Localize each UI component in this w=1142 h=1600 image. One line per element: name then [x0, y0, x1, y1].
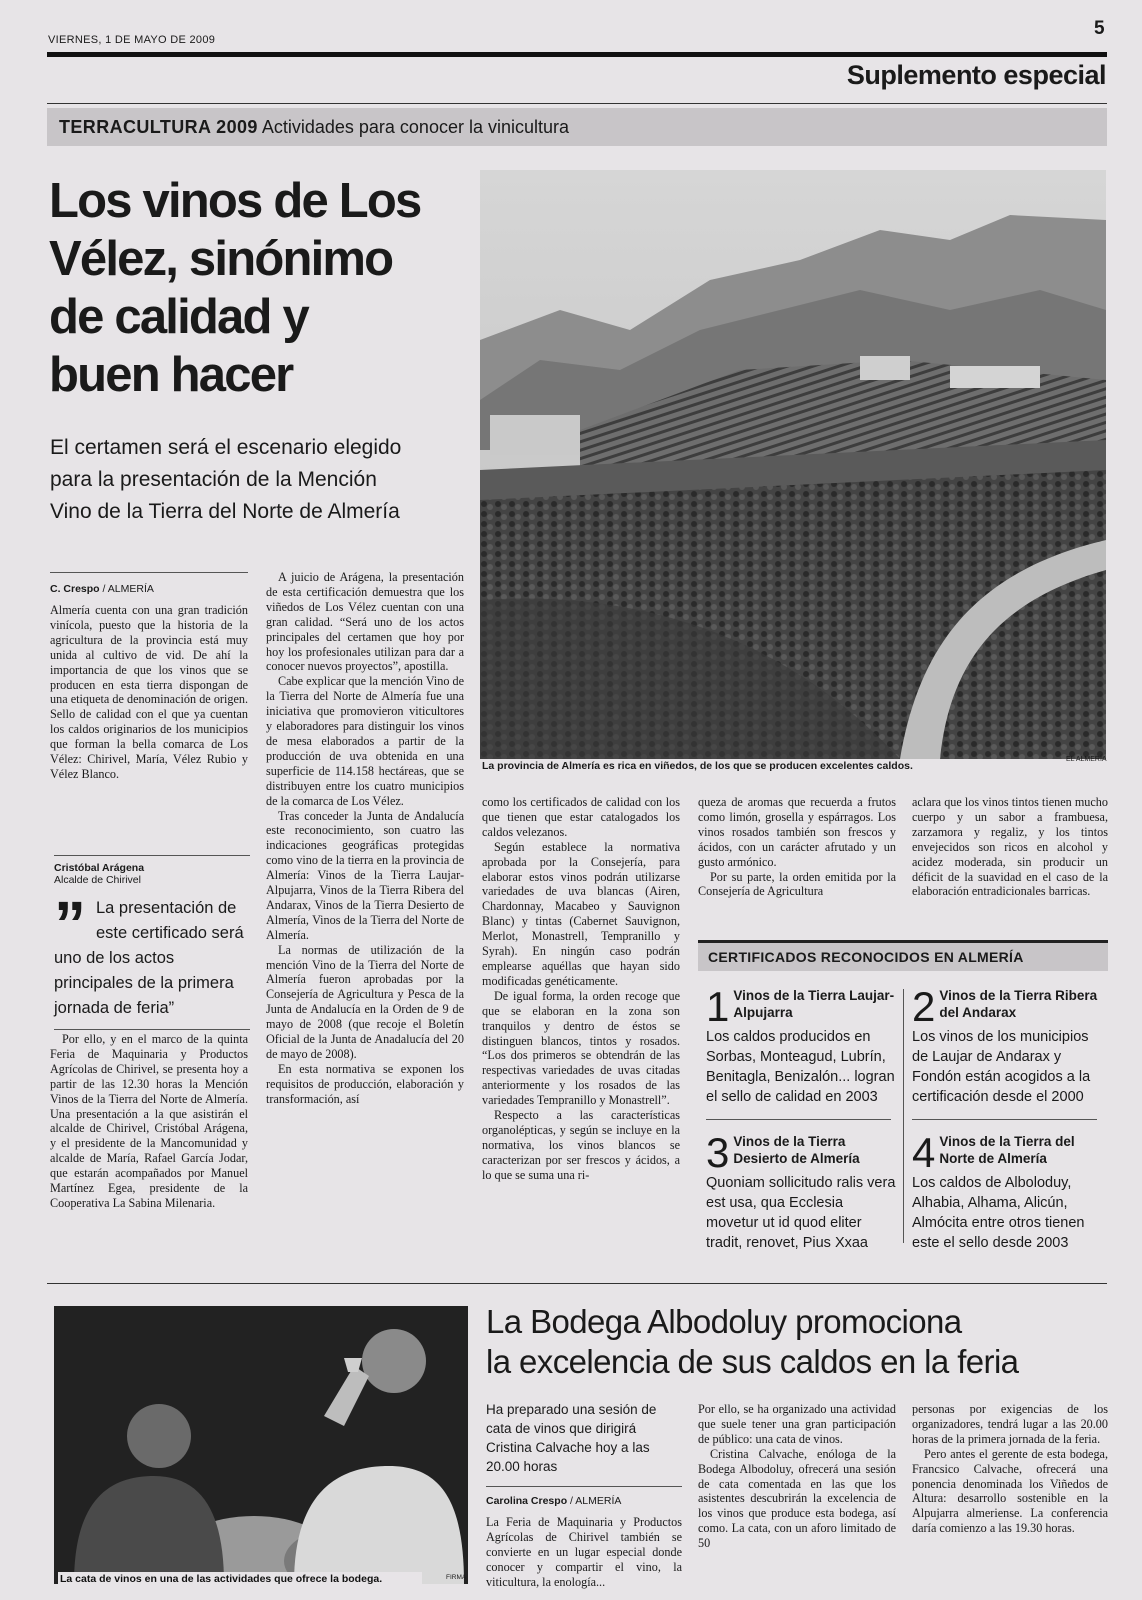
- section-bar: [47, 108, 1107, 146]
- column-text: [486, 1515, 682, 1590]
- quote-rule: [54, 855, 250, 856]
- page-number: 5: [1094, 18, 1105, 39]
- paragraph: En esta normativa se exponen los requisitos de producción, elaboración y transformación, así: [266, 1061, 464, 1106]
- second-article-column-3: [912, 1402, 1108, 1536]
- paragraph: La Feria de Maquinaria y Productos Agrícolas de Chirivel también se convierte en un lugar especial donde conocer y compartir el vino, la viticultura, la enología...: [486, 1515, 682, 1589]
- certificate-title: Vinos de la Tierra Laujar-Alpujarra: [733, 988, 895, 1020]
- paragraph: Por ello, se ha organizado una actividad que suele tener una gran participación de público: una cata de vinos.: [698, 1402, 896, 1446]
- byline-rule: [486, 1486, 682, 1487]
- article-column-5: [912, 795, 1108, 899]
- paragraph: Pero antes el gerente de esta bodega, Francsico Calvache, ofrecerá una ponencia denominada los Viñedos de Altura: desarrollo sostenible en la Alpujarra almeriense. La conferencia daría comienzo a las 19.30 horas.: [912, 1446, 1108, 1536]
- certificate-title: Vinos de la Tierra Desierto de Almería: [733, 1134, 860, 1166]
- column-text: [50, 603, 248, 782]
- certificates-divider: [903, 989, 904, 1243]
- pull-quote: [54, 855, 250, 1030]
- headline-line: Los vinos de Los: [49, 174, 421, 228]
- paragraph: aclara que los vinos tintos tienen mucho cuerpo y un sabor a frambuesa, zarzamora y regaliz, y los tintos envejecidos son ricos en alcohol y acidez moderada, sin producir un déficit de la suavidad en el caso de la elaboración entradicionales barricas.: [912, 795, 1108, 899]
- certificate-title: Vinos de la Tierra del Norte de Almería: [939, 1134, 1075, 1166]
- vineyard-illustration: [480, 170, 1106, 759]
- certificate-text: Los vinos de los municipios de Laujar de Andarax y Fondón están acogidos a la certificación desde el 2000: [912, 1029, 1091, 1105]
- certificates-box: [698, 940, 1108, 1251]
- headline-line: La Bodega Albodoluy promociona: [486, 1303, 962, 1340]
- headline-line: Vélez, sinónimo: [49, 232, 393, 286]
- certificate-item: [706, 983, 896, 1107]
- paragraph: Tras conceder la Junta de Andalucía este reconocimiento, son cuatro las indicaciones geográficas protegidas como vino de la tierra en la provincia de Almería: Vinos de la Tierra Laujar-Alpujarra, Vinos de la Tierra Ribera del Andarax, Vinos de la Tierra Desierto de Almería, Vinos de la Tierra del Norte de Almería.: [266, 808, 464, 942]
- second-headline: [486, 1302, 1106, 1382]
- paragraph: A juicio de Arágena, la presentación de esta certificación demuestra que los viñedos de Los Vélez cuentan con una gran calidad. “Será uno de los actos principales del certamen que hoy por hoy los profesionales utilizan para dar a conocer nuevos proyectos”, apostilla.: [266, 570, 464, 674]
- photo2-credit: FIRMA: [446, 1574, 467, 1581]
- certificates-divider: [912, 1119, 1097, 1120]
- certificate-text: Los caldos de Alboloduy, Alhabia, Alhama, Alicún, Almócita entre otros tienen este el sello desde 2003: [912, 1175, 1085, 1251]
- paragraph: Almería cuenta con una gran tradición vinícola, puesto que la historia de la agricultura de la provincia está muy unida al cultivo de vid. De ahí la importancia de que los vinos que se producen en esta tierra dispongan de una etiqueta de denominación de origen. Sello de calidad con el que ya cuentan los caldos originarios de los municipios que forman la bella comarca de Los Vélez: Chirivel, María, Vélez Rubio y Vélez Blanco.: [50, 603, 248, 781]
- certificate-number: 3: [706, 1129, 730, 1176]
- paragraph: La normas de utilización de la mención Vino de la Tierra del Norte de Almería fueron aprobadas por la Consejería de Agricultura y Pesca de la Junta de Andalucía en la Orden de 9 de mayo de 2008 (que recoje el Boletín Oficial de la Junta de Anadalucía del 20 de mayo de 2008).: [266, 942, 464, 1061]
- certificate-number: 1: [706, 983, 730, 1030]
- second-article-column-2: [698, 1402, 896, 1551]
- paragraph: Respecto a las características organolépticas, y según se incluye en la normativa, los vinos blancos se caracterizan por ser frescos y ácidos, a lo que se suma una ri-: [482, 1108, 680, 1182]
- top-rule: [47, 52, 1107, 57]
- quote-text: La presentación de este certificado será uno de los actos principales de la primera jornada de feria”: [54, 899, 244, 1017]
- certificate-item: [912, 983, 1102, 1107]
- quote-rule: [54, 1029, 250, 1030]
- main-headline: [49, 172, 469, 404]
- headline-line: buen hacer: [49, 348, 293, 402]
- quote-author: Cristóbal Arágena: [54, 862, 145, 874]
- supplement-title: Suplemento especial: [846, 60, 1106, 90]
- subhead-line: Vino de la Tierra del Norte de Almería: [50, 500, 400, 523]
- section-rule: [47, 1283, 1107, 1284]
- paragraph: Por su parte, la orden emitida por la Consejería de Agricultura: [698, 869, 896, 899]
- byline-place: / ALMERÍA: [570, 1495, 622, 1507]
- paragraph: queza de aromas que recuerda a frutos como limón, grosella y espárragos. Los vinos rosados también son frescos y ácidos, con un carácter afrutado y un gusto armónico.: [698, 795, 896, 869]
- byline-place: / ALMERÍA: [102, 583, 154, 595]
- paragraph: De igual forma, la orden recoge que que se elaboran en la zona son tranquilos y dentro de éstos se distinguen blancos, tintos y rosados. “Los dos primeros se obtendrán de las respectivas variedades de uvas citadas anteriormente y los rosados de las variedades Tempranillo y Monastrell”.: [482, 988, 680, 1108]
- certificate-title: Vinos de la Tierra Ribera del Andarax: [939, 988, 1098, 1020]
- subhead-line: El certamen será el escenario elegido: [50, 436, 402, 459]
- certificate-item: [912, 1129, 1102, 1253]
- wine-tasting-photo: [54, 1306, 468, 1584]
- second-article-column-1: [486, 1400, 682, 1590]
- byline-name: C. Crespo: [50, 583, 100, 595]
- paragraph: Cristina Calvache, enóloga de la Bodega Albodoluy, ofrecerá una sesión de cata comentada en las que los asistentes descubrirán la excelencia de los vinos que produce esta bodega, así como. La cata, con un aforo limitado de 50: [698, 1446, 896, 1551]
- article-column-1: [50, 572, 248, 782]
- byline: [486, 1495, 682, 1507]
- quote-body: [54, 888, 250, 1021]
- certificates-title: CERTIFICADOS RECONOCIDOS EN ALMERÍA: [698, 943, 1108, 971]
- paragraph: Por ello, y en el marco de la quinta Feria de Maquinaria y Productos Agrícolas de Chirivel, se presenta hoy a partir de las 12.30 horas la Mención Vinos de la Tierra del Norte de Almería. Una presentación a la que asistirán el alcalde de Chirivel, Cristóbal Arágena, y el presidente de la Mancomunidad y alcalde de María, Rafael García Jodar, que estarán acompañados por Manuel Martínez Egea, presidente de la Cooperativa La Sabina Milenaria.: [50, 1032, 248, 1210]
- certificate-text: Los caldos producidos en Sorbas, Monteagud, Lubrín, Benitagla, Benizalón... logran el sello de calidad en 2003: [706, 1029, 895, 1105]
- paragraph: como los certificados de calidad con los que tienen que estar catalogados los caldos velezanos.: [482, 795, 680, 839]
- section-description: Actividades para conocer la vinicultura: [261, 117, 570, 137]
- certificates-divider: [706, 1119, 891, 1120]
- quote-author-role: Alcalde de Chirivel: [54, 874, 141, 886]
- paragraph: Cabe explicar que la mención Vino de la Tierra del Norte de Almería fue una iniciativa que promovieron viticultores y elaboradores para distinguir los vinos de mesa elaborados a partir de la producción de uva obtenida en una superficie de 114.158 hectáreas, que se distribuyen entre los cuatro municipios de la comarca de Los Vélez.: [266, 674, 464, 808]
- section-name: TERRACULTURA 2009: [59, 117, 258, 137]
- headline-line: de calidad y: [49, 290, 308, 344]
- photo-caption: La provincia de Almería es rica en viñedos, de los que se producen excelentes caldos.: [482, 760, 913, 772]
- article-column-2: [266, 570, 464, 1107]
- headline-line: la excelencia de sus caldos en la feria: [486, 1343, 1019, 1380]
- certificate-item: [706, 1129, 896, 1253]
- byline-rule: [50, 572, 248, 573]
- subhead-line: para la presentación de la Mención: [50, 468, 377, 491]
- quote-mark-icon: ”: [54, 888, 86, 960]
- second-lead: Ha preparado una sesión de cata de vinos que dirigirá Cristina Calvache hoy a las 20.00 horas: [486, 1402, 657, 1474]
- photo-credit: EL ALMERÍA: [1066, 756, 1107, 763]
- certificate-number: 2: [912, 983, 936, 1030]
- certificate-number: 4: [912, 1129, 936, 1176]
- main-subhead: [50, 432, 470, 528]
- photo2-caption: La cata de vinos en una de las actividades que ofrece la bodega.: [58, 1572, 422, 1586]
- issue-date: VIERNES, 1 DE MAYO DE 2009: [48, 34, 216, 46]
- article-column-4: [698, 795, 896, 899]
- byline: [50, 583, 248, 595]
- header-rule: [47, 103, 1107, 104]
- paragraph: Según establece la normativa aprobada por la Consejería, para elaborar estos vinos podrán utilizarse variedades de uva blancas (Airen, Chardonnay, Macabeo y Sauvignon Blanc) y tintas (Cabernet Sauvignon, Merlot, Monastrell, Tempranillo y Syrah). En ningún caso podrán emplearse aquéllas que hayan sido modificadas genéticamente.: [482, 839, 680, 988]
- wine-tasting-illustration: [54, 1306, 468, 1584]
- certificate-text: Quoniam sollicitudo ralis vera est usa, qua Ecclesia movetur ut id quod eliter tradit, renovet, Pius Xxaa: [706, 1175, 896, 1251]
- paragraph: personas por exigencias de los organizadores, tendrá lugar a las 20.00 horas de la primera jornada de la feria.: [912, 1402, 1108, 1446]
- article-column-3: [482, 795, 680, 1183]
- vineyard-photo: [480, 170, 1106, 759]
- article-column-1-cont: [50, 1032, 248, 1211]
- byline-name: Carolina Crespo: [486, 1495, 568, 1507]
